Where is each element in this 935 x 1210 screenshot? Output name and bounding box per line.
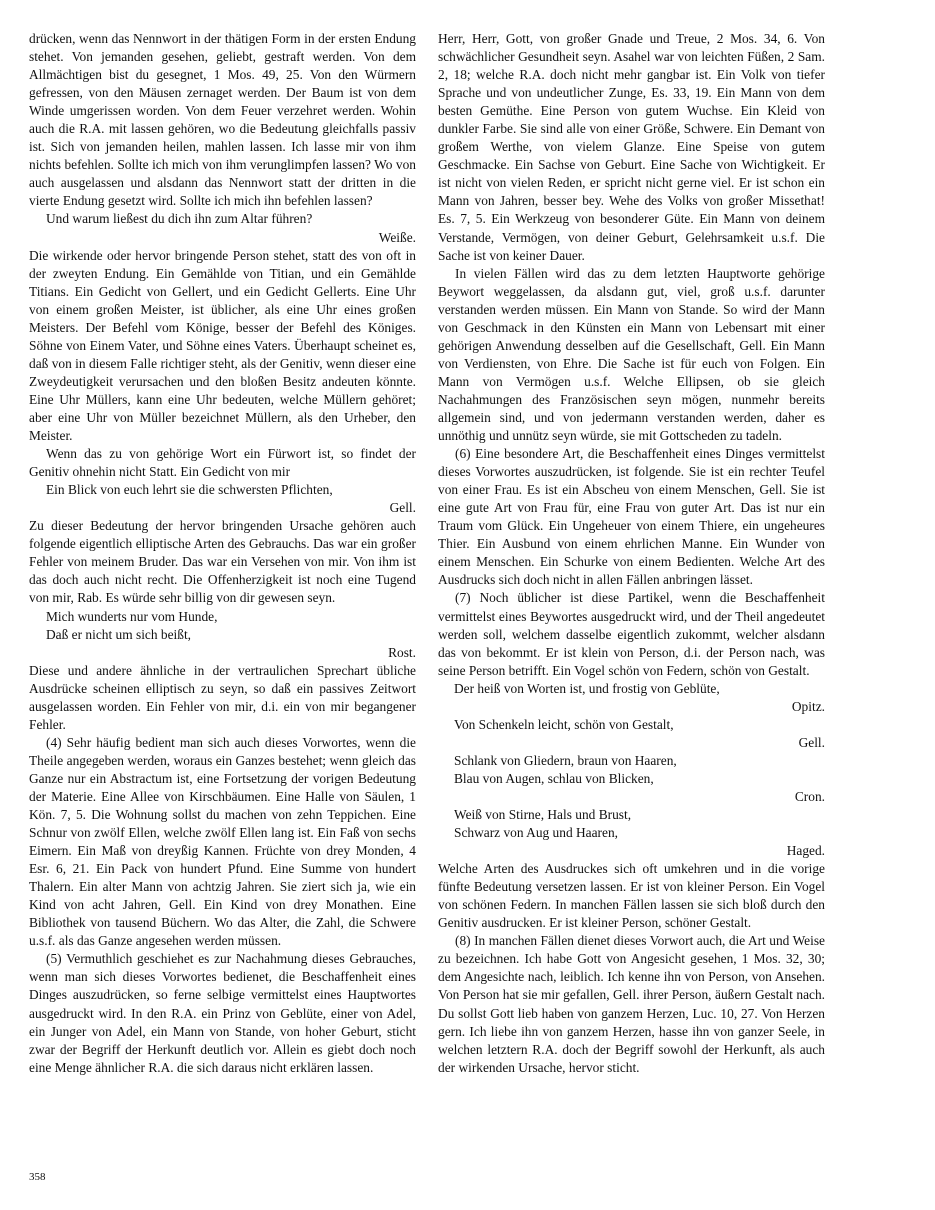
verse-line: Mich wunderts nur vom Hunde, [46, 608, 218, 624]
paragraph: Welche Arten des Ausdruckes sich oft umkehren und in die vorige fünfte Bedeutung versetzen lassen. Er ist von kleiner Person. Ein Vogel von schönen Federn. In manchen Fällen lassen sie sich bloß durch den Genitiv ausdrucken. Er ist kleiner Person, schöner Gestalt. [438, 861, 825, 931]
verse-line: Blau von Augen, schlau von Blicken, [454, 770, 654, 786]
verse-line: Schlank von Gliedern, braun von Haaren, [454, 752, 677, 768]
verse-attribution: Gell. [798, 734, 825, 750]
paragraph: Zu dieser Bedeutung der hervor bringenden Ursache gehören auch folgende eigentlich elliptische Arten des Gebrauchs. Das war ein großer Fehler von meinem Bruder. Das war ein Versehen von mir. Von ihm ist das doch auch nicht recht. Die Offenherzigkeit ist noch eine Tugend von mir, Rab. Es würde sehr billig von dir gewesen seyn. [29, 518, 416, 606]
page-number: 358 [29, 1171, 46, 1183]
verse-attribution: Opitz. [791, 698, 825, 714]
verse-line: Schwarz von Aug und Haaren, [454, 825, 618, 841]
paragraph: drücken, wenn das Nennwort in der thätigen Form in der ersten Endung stehet. Von jemanden gesehen, geliebt, gestraft werden. Von dem Allmächtigen bist du gesegnet, 1 Mos. 49, 25. Von den Würmern gefressen, von den Mäusen zernaget werden. Der Baum ist von dem Winde umgerissen worden. Von dem Feuer verzehret werden. Wohin auch die R.A. mit lassen gehören, wo die Bedeutung gleichfalls passiv ist. Sich von jemanden heilen, mahlen lassen. Ich lasse mir von ihm nichts befehlen. Sollte ich mich von ihm verunglimpfen lassen? Wo von auch ausgelassen und alsdann das Nennwort statt der dritten in die vierte Endung gesetzt wird. Sollte ich mich ihn befehlen lassen? [29, 31, 416, 209]
paragraph: (8) In manchen Fällen dienet dieses Vorwort auch, die Art und Weise zu bezeichnen. Ich habe Gott von Angesicht gesehen, 1 Mos. 32, 30; dem Angesichte nach, leiblich. Ich kenne ihn von Person, von Ansehen. Von Person hat sie mir gefallen, Gell. ihrer Person, äußern Gestalt nach. Du sollst Gott lieb haben von ganzem Herzen, Luc. 10, 27. Von Herzen gern. Ich liebe ihn von ganzem Herzen, hasse ihn von ganzer Seele, in welchen letztern R.A. doch der Begriff sowohl der Herkunft, als auch der wirkenden Ursache, hervor sticht. [438, 933, 825, 1075]
paragraph: (6) Eine besondere Art, die Beschaffenheit eines Dinges vermittelst dieses Vorwortes auszudrücken, ist folgende. Sie ist ein rechter Teufel von einer Frau. Es ist ein Abscheu von einem Menschen, Gell. Sie ist eine gute Art von Frau für, eine Frau von guter Art. Das ist nur ein Traum vom Glück. Ein Ungeheuer von einem Thiere, ein ungeheures Thier. Ein Ausbund von einem ehrlichen Manne. Ein Wunder von einem Menschen. Ein Schurke von einem Bedienten. Welche Art des Ausdrucks sich doch nicht in allen Fällen anbringen lässet. [438, 446, 825, 588]
right-column [438, 30, 825, 1077]
verse-attribution: Rost. [388, 644, 416, 660]
verse-line: Und warum ließest du dich ihn zum Altar führen? [46, 211, 313, 227]
paragraph: Diese und andere ähnliche in der vertraulichen Sprechart übliche Ausdrücke scheinen elliptisch zu seyn, so daß ein passives Zeitwort ausgelassen worden. Ein Fehler von mir, d.i. ein von mir begangener Fehler. [29, 662, 416, 732]
paragraph: (5) Vermuthlich geschiehet es zur Nachahmung dieses Gebrauches, wenn man sich dieses Vorwortes bedienet, die Beschaffenheit eines Dinges auszudrücken, so ferne selbige vermittelst eines Hauptwortes ausgedruckt wird. In den R.A. ein Prinz von Geblüte, einer von Adel, ein Junger von Adel, ein Mann von Stande, von hoher Geburt, sticht zwar der Begriff der Herkunft deutlich vor. Allein es giebt doch noch eine Menge ähnlicher R.A. die sich daraus nicht erklären lassen. [29, 951, 416, 1075]
paragraph: (4) Sehr häufig bedient man sich auch dieses Vorwortes, wenn die Theile angegeben werden, woraus ein Ganzes bestehet; wenn gleich das Ganze nur ein Abstractum ist, eine Fortsetzung der vorigen Bedeutung der Materie. Eine Allee von Kirschbäumen. Eine Halle von Säulen, 1 Kön. 7, 5. Die Wohnung sollst du machen von zehn Teppichen. Eine Schnur von zwölf Ellen, welche zwölf Ellen lang ist. Ein Faß von sechs Eimern. Ein Maß von dreyßig Kannen. Früchte von drey Monden, 4 Esr. 6, 21. Ein Pack von hundert Pfund. Eine Summe von hundert Thalern. Ein alter Mann von achtzig Jahren. Sie ziert sich ja, wie ein Kind von acht Jahren, Gell. Ein Kind von drey Monathen. Eine Bibliothek von tausend Büchern. Wo das Alter, die Zahl, die Schwere u.s.f. als das Ganze angesehen werden müssen. [29, 734, 416, 949]
verse-line: Von Schenkeln leicht, schön von Gestalt, [454, 716, 674, 732]
verse-attribution: Weiße. [378, 229, 416, 245]
verse-attribution: Haged. [786, 843, 825, 859]
paragraph: In vielen Fällen wird das zu dem letzten Hauptworte gehörige Beywort weggelassen, da alsdann gut, viel, groß u.s.f. darunter verstanden werden müssen. Ein Mann von Stande. So wird der Mann von Geschmack in den Künsten ein Mann von Lebensart mit einer gehörigen Anwendung desselben auf die Gesellschaft, Gell. Ein Mann von Verdiensten, von Ehre. Die Sache ist für euch von Folgen. Ein Mann von Vermögen u.s.f. Welche Ellipsen, ob sie gleich Nachahmungen des Französischen seyn mögen, nunmehr bereits allgemein sind, und von jedermann verstanden werden, daher es unnöthig und unnütz seyn würde, sie mit Gottscheden zu tadeln. [438, 265, 825, 444]
verse-line: Weiß von Stirne, Hals und Brust, [454, 807, 632, 823]
verse-line: Der heiß von Worten ist, und frostig von Geblüte, [454, 680, 720, 696]
verse-line: Daß er nicht um sich beißt, [46, 626, 192, 642]
paragraph: Herr, Herr, Gott, von großer Gnade und Treue, 2 Mos. 34, 6. Von schwächlicher Gesundheit seyn. Asahel war von leichten Füßen, 2 Sam. 2, 18; welche R.A. doch nicht mehr gangbar ist. Ein Volk von tiefer Sprache und von undeutlicher Zunge, Es. 33, 19. Ein Mann von dem besten Gemüthe. Eine Person von gutem Wuchse. Ein Kleid von dunkler Farbe. Sie sind alle von einer Größe, Schwere. Ein Demant von großem Werthe, von vielem Glanze. Eine Speise von gutem Geschmacke. Ein Sachse von Geburt. Eine Sache von Wichtigkeit. Er ist nicht von vielen Reden, er spricht nicht gerne viel. Er ist schon ein Mann von Jahren, besser bey. Wehe des Volks von großer Missethat! Es. 7, 5. Ein Werkzeug von besonderer Güte. Ein Mann von deinem Verstande, Vermögen, von deiner Geburt, Gelehrsamkeit u.s.f. Die Sache ist von keiner Dauer. [438, 31, 825, 263]
left-column [29, 30, 416, 1077]
verse-attribution: Cron. [794, 788, 825, 804]
verse-line: Ein Blick von euch lehrt sie die schwersten Pflichten, [46, 482, 333, 498]
paragraph: Wenn das zu von gehörige Wort ein Fürwort ist, so findet der Genitiv ohnehin nicht Statt. Ein Gedicht von mir [29, 446, 416, 480]
paragraph: (7) Noch üblicher ist diese Partikel, wenn die Beschaffenheit vermittelst eines Beywortes ausgedruckt wird, und der Theil angedeutet werden soll, welchem dasselbe eigentlich zukommt, welcher alsdann das von bekommt. Er ist klein von Person, d.i. der Person nach, was seine Person betrifft. Ein Vogel schön von Federn, schön von Gestalt. [438, 590, 825, 678]
paragraph: Die wirkende oder hervor bringende Person stehet, statt des von oft in der zweyten Endung. Ein Gemählde von Titian, und ein Gemählde Titians. Ein Gedicht von Gellert, und ein Gedicht Gellerts. Eine Uhr von einem großen Meister, ist üblicher, als eine Uhr eines großen Meisters. Der Befehl vom Könige, besser der Befehl des Königes. Söhne von Einem Vater, und Söhne eines Vaters. Überhaupt scheinet es, daß von in diesem Falle richtiger steht, als der Genitiv, wenn dieser eine Zweydeutigkeit verursachen und den bloßen Besitz andeuten könnte. Eine Uhr Müllers, kann eine Uhr bedeuten, welche Müllern gehöret; aber eine Uhr von Müller bezeichnet Müllern, als den Urheber, den Meister. [29, 247, 416, 444]
verse-attribution: Gell. [389, 500, 416, 516]
